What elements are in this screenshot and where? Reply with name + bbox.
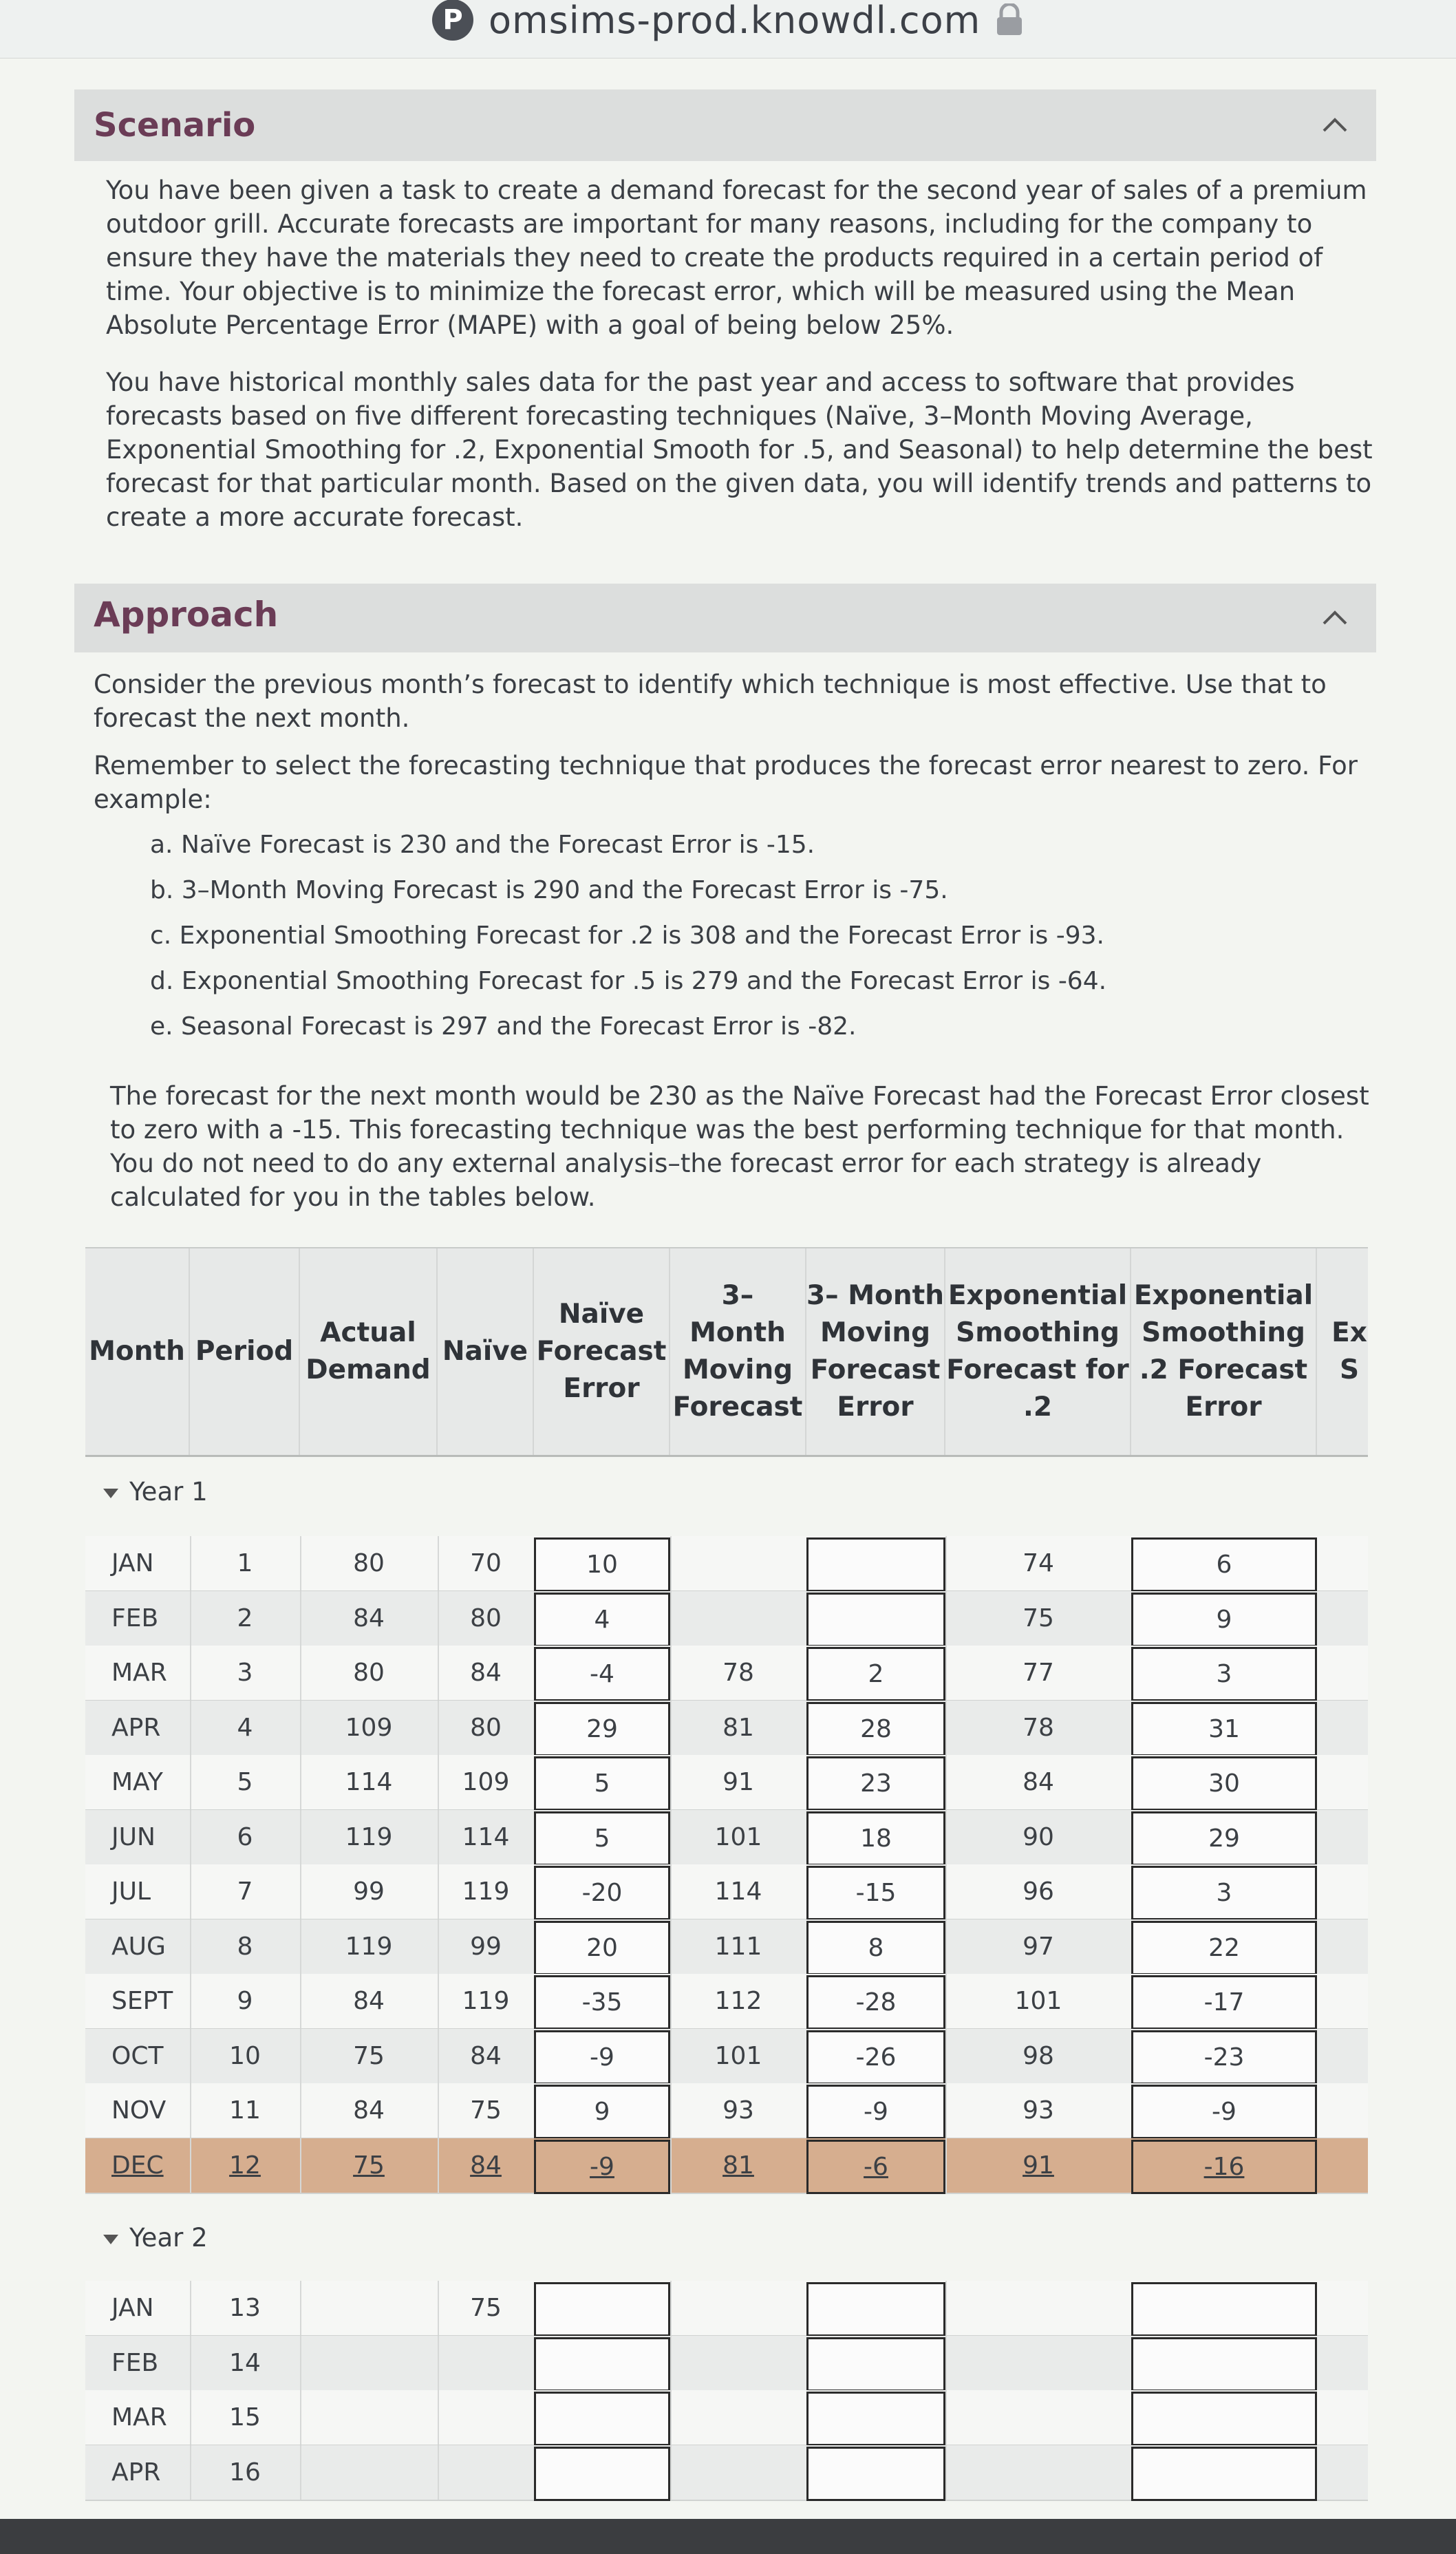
period-cell: 12 [229,2151,261,2180]
naive-forecast-cell: 80 [470,1604,502,1632]
approach-intro [94,668,1373,816]
header-actual-demand: Actual Demand [300,1248,438,1455]
approach-paragraph-3: The forecast for the next month would be 230 as the Naïve Forecast had the Forecast Error closest to zero with a -15. This forecasting technique was the best performing technique for that month. You do not need to do any external analysis–the forecast error for each strategy is already calculated for you in the tables below. [110,1081,1369,1212]
naive-forecast-cell [438,2336,534,2390]
exp2-error-input[interactable]: -16 [1131,2140,1317,2194]
period-cell: 9 [237,1987,253,2015]
naive-error-input[interactable]: -20 [534,1866,670,1920]
actual-demand-cell: 80 [353,1549,385,1577]
moving-forecast-cell [670,1536,806,1590]
month-cell: JAN [111,2294,154,2322]
naive-forecast-cell: 114 [462,1822,510,1851]
table-row [85,2336,1368,2392]
exp2-error-input[interactable]: 6 [1131,1537,1317,1592]
period-cell: 13 [229,2294,261,2322]
naive-error-input[interactable]: 5 [534,1756,670,1811]
table-row [85,1536,1368,1592]
exp2-error-input[interactable]: 29 [1131,1811,1317,1866]
actual-demand-cell: 114 [345,1768,393,1796]
exp2-forecast-cell: 93 [1023,2096,1054,2125]
moving-error-input[interactable]: 28 [806,1702,945,1756]
naive-forecast-cell [438,2445,534,2500]
month-cell: JAN [111,1549,154,1577]
approach-paragraph-2: Remember to select the forecasting technique that produces the forecast error nearest to zero. For example: [94,751,1358,814]
exp2-forecast-cell: 74 [1023,1549,1054,1577]
naive-error-input[interactable]: 9 [534,2085,670,2139]
moving-error-input[interactable]: -9 [806,2085,945,2139]
year-2-toggle[interactable] [103,2223,208,2253]
actual-demand-cell: 99 [353,1877,385,1906]
actual-demand-cell: 119 [345,1932,393,1961]
table-row [85,1646,1368,1701]
url-text[interactable]: omsims-prod.knowdl.com [489,0,981,42]
moving-error-input[interactable]: 2 [806,1647,945,1701]
naive-forecast-cell: 70 [470,1549,502,1577]
approach-conclusion [110,1079,1376,1214]
example-item: e. Seasonal Forecast is 297 and the Forecast Error is -82. [150,1012,857,1041]
actual-demand-cell: 75 [353,2151,385,2180]
month-cell: FEB [111,2348,159,2377]
exp2-forecast-cell: 91 [1023,2151,1054,2180]
period-cell: 2 [237,1604,253,1632]
moving-error-input[interactable]: 23 [806,1756,945,1811]
exp2-error-input[interactable] [1131,2392,1317,2446]
naive-error-input[interactable]: -9 [534,2030,670,2085]
example-item: b. 3–Month Moving Forecast is 290 and the Forecast Error is -75. [150,876,948,904]
moving-forecast-cell: 111 [714,1932,762,1961]
moving-error-input[interactable]: 8 [806,1921,945,1975]
moving-forecast-cell [670,1591,806,1646]
naive-error-input[interactable]: 10 [534,1537,670,1592]
moving-forecast-cell: 81 [722,1713,754,1742]
naive-error-input[interactable] [534,2392,670,2446]
exp2-error-input[interactable]: 30 [1131,1756,1317,1811]
moving-error-input[interactable] [806,2282,945,2337]
month-cell: MAR [111,1659,167,1687]
moving-error-input[interactable] [806,2447,945,2501]
actual-demand-cell: 84 [353,1987,385,2015]
table-row [85,2029,1368,2085]
naive-forecast-cell: 75 [470,2096,502,2125]
exp2-error-input[interactable] [1131,2282,1317,2337]
moving-forecast-cell: 101 [714,1822,762,1851]
header-3month-error: 3– Month Moving Forecast Error [806,1248,945,1455]
table-row [85,2390,1368,2446]
period-cell: 1 [237,1549,253,1577]
moving-error-input[interactable]: -28 [806,1975,945,2030]
actual-demand-cell: 84 [353,1604,385,1632]
exp2-forecast-cell: 84 [1023,1768,1054,1796]
table-row [85,2138,1368,2194]
header-3month-forecast: 3– Month Moving Forecast [670,1248,806,1455]
naive-error-input[interactable] [534,2337,670,2392]
moving-forecast-cell [670,2390,806,2445]
moving-forecast-cell [670,2281,806,2335]
expand-triangle-icon [103,1489,118,1498]
naive-forecast-cell: 99 [470,1932,502,1961]
site-favicon-icon: P [432,0,473,41]
exp2-forecast-cell: 90 [1023,1822,1054,1851]
bottom-edge [0,2519,1456,2554]
url-area[interactable] [432,0,1023,40]
collapse-chevron-icon[interactable] [1321,116,1349,134]
moving-forecast-cell [670,2445,806,2500]
period-cell: 11 [229,2096,261,2125]
table-row [85,1591,1368,1647]
browser-address-bar [0,0,1456,58]
moving-error-input[interactable] [806,1537,945,1592]
exp2-error-input[interactable] [1131,2447,1317,2501]
period-cell: 3 [237,1659,253,1687]
table-row [85,2445,1368,2501]
exp2-error-input[interactable]: -9 [1131,2085,1317,2139]
exp2-error-input[interactable]: 3 [1131,1866,1317,1920]
exp2-forecast-cell: 78 [1023,1713,1054,1742]
month-cell: DEC [111,2151,164,2180]
header-period: Period [190,1248,300,1455]
period-cell: 8 [237,1932,253,1961]
example-item: c. Exponential Smoothing Forecast for .2 is 308 and the Forecast Error is -93. [150,922,1105,950]
naive-forecast-cell: 109 [462,1768,510,1796]
moving-error-input[interactable] [806,2392,945,2446]
table-row [85,2281,1368,2337]
exp2-forecast-cell: 75 [1023,1604,1054,1632]
year-1-label: Year 1 [129,1477,208,1507]
exp2-error-input[interactable]: 31 [1131,1702,1317,1756]
year-1-toggle[interactable] [103,1477,208,1507]
period-cell: 14 [229,2348,261,2377]
naive-forecast-cell: 80 [470,1713,502,1742]
period-cell: 7 [237,1877,253,1906]
table-row [85,1701,1368,1756]
month-cell: APR [111,2458,161,2487]
lock-icon [996,3,1023,36]
year-2-label: Year 2 [129,2223,208,2253]
expand-triangle-icon [103,2235,118,2244]
scenario-title: Scenario [94,106,256,145]
period-cell: 6 [237,1822,253,1851]
exp2-forecast-cell [945,2281,1131,2335]
header-naive: Naïve [438,1248,534,1455]
approach-paragraph-1: Consider the previous month’s forecast to identify which technique is most effective. Use that to forecast the next month. [94,670,1327,733]
naive-error-input[interactable]: -9 [534,2140,670,2194]
period-cell: 5 [237,1768,253,1796]
naive-error-input[interactable]: 5 [534,1811,670,1866]
example-list [150,822,1106,1050]
period-cell: 15 [229,2403,261,2431]
actual-demand-cell [300,2390,438,2445]
exp2-error-input[interactable] [1131,2337,1317,2392]
header-month: Month [85,1248,190,1455]
moving-forecast-cell [670,2336,806,2390]
header-exp2-forecast: Exponential Smoothing Forecast for .2 [945,1248,1131,1455]
table-row [85,1864,1368,1920]
exp2-forecast-cell: 98 [1023,2041,1054,2070]
month-cell: JUL [111,1877,151,1906]
naive-forecast-cell: 84 [470,2151,502,2180]
moving-error-input[interactable]: -15 [806,1866,945,1920]
table-row [85,2083,1368,2139]
table-row [85,1810,1368,1866]
moving-error-input[interactable]: 18 [806,1811,945,1866]
moving-forecast-cell: 78 [722,1659,754,1687]
exp2-forecast-cell: 77 [1023,1659,1054,1687]
exp2-error-input[interactable]: -17 [1131,1975,1317,2030]
month-cell: NOV [111,2096,167,2125]
scenario-header[interactable] [74,89,1376,161]
naive-forecast-cell: 119 [462,1987,510,2015]
actual-demand-cell: 80 [353,1659,385,1687]
month-cell: SEPT [111,1987,173,2015]
moving-forecast-cell: 81 [722,2151,754,2180]
exp2-forecast-cell: 96 [1023,1877,1054,1906]
month-cell: JUN [111,1822,156,1851]
naive-forecast-cell: 84 [470,1659,502,1687]
actual-demand-cell: 84 [353,2096,385,2125]
naive-forecast-cell: 84 [470,2041,502,2070]
exp2-error-input[interactable]: 9 [1131,1593,1317,1647]
naive-error-input[interactable]: -35 [534,1975,670,2030]
period-cell: 16 [229,2458,261,2487]
moving-forecast-cell: 114 [714,1877,762,1906]
naive-error-input[interactable] [534,2447,670,2501]
naive-error-input[interactable] [534,2282,670,2337]
naive-error-input[interactable]: 20 [534,1921,670,1975]
exp2-error-input[interactable]: -23 [1131,2030,1317,2085]
actual-demand-cell: 109 [345,1713,393,1742]
naive-forecast-cell: 75 [470,2294,502,2322]
actual-demand-cell [300,2281,438,2335]
moving-error-input[interactable]: -6 [806,2140,945,2194]
period-cell: 10 [229,2041,261,2070]
moving-forecast-cell: 91 [722,1768,754,1796]
month-cell: AUG [111,1932,166,1961]
table-row [85,1755,1368,1811]
month-cell: OCT [111,2041,164,2070]
exp2-forecast-cell [945,2390,1131,2445]
exp2-error-input[interactable]: 3 [1131,1647,1317,1701]
exp2-forecast-cell [945,2445,1131,2500]
moving-forecast-cell: 112 [714,1987,762,2015]
naive-forecast-cell [438,2390,534,2445]
month-cell: MAR [111,2403,167,2431]
header-naive-error: Naïve Forecast Error [534,1248,670,1455]
header-exp2-error: Exponential Smoothing .2 Forecast Error [1131,1248,1317,1455]
month-cell: MAY [111,1768,163,1796]
exp2-forecast-cell [945,2336,1131,2390]
moving-forecast-cell: 93 [722,2096,754,2125]
naive-error-input[interactable]: 29 [534,1702,670,1756]
naive-error-input[interactable]: -4 [534,1647,670,1701]
moving-error-input[interactable] [806,2337,945,2392]
moving-forecast-cell: 101 [714,2041,762,2070]
scenario-text [106,173,1379,534]
scenario-paragraph-1: You have been given a task to create a demand forecast for the second year of sales of a premium outdoor grill. Accurate forecasts are important for many reasons, including for the company to ensure they have the materials they need to create the products required in a certain period of time. Your objective is to minimize the forecast error, which will be measured using the Mean Absolute Percentage Error (MAPE) with a goal of being below 25%. [106,175,1367,340]
month-cell: FEB [111,1604,159,1632]
approach-title: Approach [94,595,279,635]
actual-demand-cell [300,2336,438,2390]
exp2-error-input[interactable]: 22 [1131,1921,1317,1975]
table-row [85,1974,1368,2030]
example-item: a. Naïve Forecast is 230 and the Forecast Error is -15. [150,831,815,859]
scenario-paragraph-2: You have historical monthly sales data for the past year and access to software that provides forecasts based on five different forecasting techniques (Naïve, 3–Month Moving Average, Exponential Smoothing for .2, Exponential Smooth for .5, and Seasonal) to help determine the best forecast for that particular month. Based on the given data, you will identify trends and patterns to create a more accurate forecast. [106,368,1373,532]
exp2-forecast-cell: 101 [1014,1987,1062,2015]
table-row [85,1919,1368,1975]
actual-demand-cell: 75 [353,2041,385,2070]
exp2-forecast-cell: 97 [1023,1932,1054,1961]
table-header-row [85,1247,1368,1457]
period-cell: 4 [237,1713,253,1742]
actual-demand-cell [300,2445,438,2500]
collapse-chevron-icon[interactable] [1321,608,1349,626]
example-item: d. Exponential Smoothing Forecast for .5 is 279 and the Forecast Error is -64. [150,967,1107,995]
header-exp5-partial: Ex S [1331,1317,1367,1385]
month-cell: APR [111,1713,161,1742]
moving-error-input[interactable] [806,1593,945,1647]
moving-error-input[interactable]: -26 [806,2030,945,2085]
actual-demand-cell: 119 [345,1822,393,1851]
naive-error-input[interactable]: 4 [534,1593,670,1647]
approach-header[interactable] [74,584,1376,652]
naive-forecast-cell: 119 [462,1877,510,1906]
